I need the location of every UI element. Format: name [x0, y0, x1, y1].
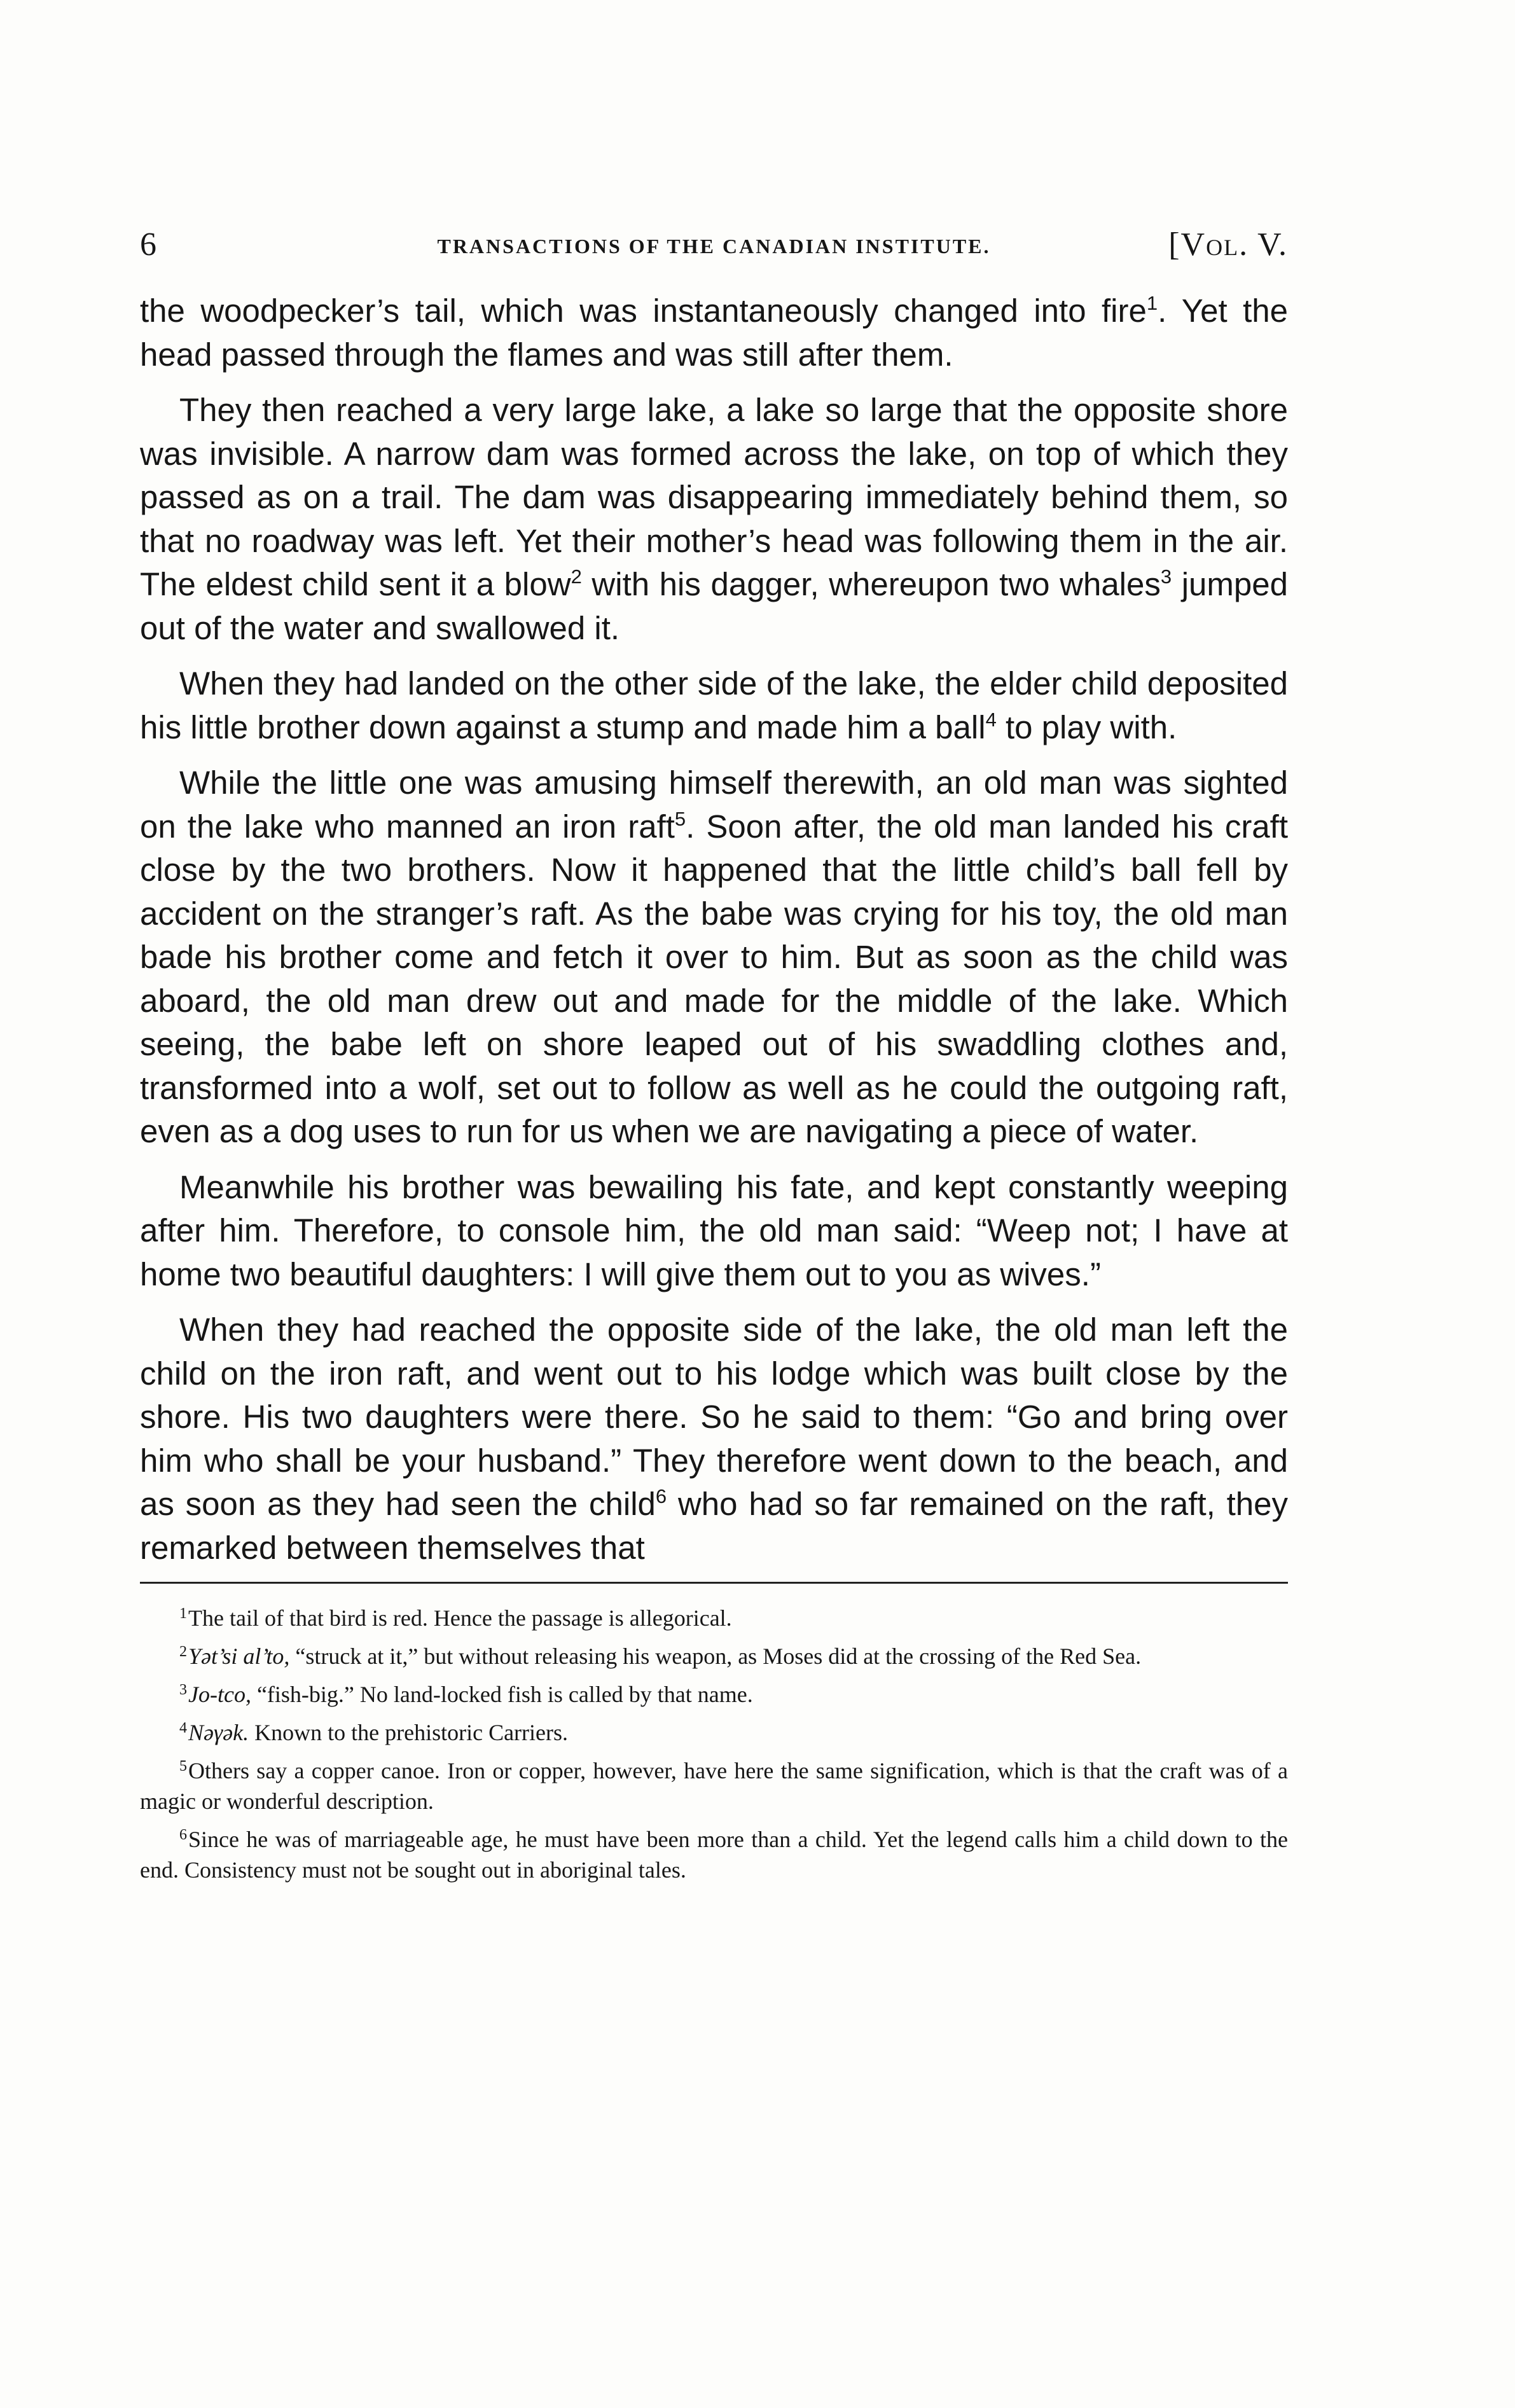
footnote-4 [140, 1717, 1288, 1748]
paragraph-text: the woodpecker’s tail, which was instantaneously changed into fire [140, 293, 1147, 329]
footnote-ref-6: 6 [655, 1485, 667, 1507]
paragraph-2 [140, 389, 1288, 650]
footnotes [140, 1603, 1288, 1885]
paragraph-text: . Soon after, the old man landed his craft close by the two brothers. Now it happened that the little child’s ball fell by accident on the stranger’s raft. As the babe was crying for his toy, the old man bade his brother come and fetch it over to him. But as soon as the child was aboard, the old man drew out and made for the middle of the lake. Which seeing, the babe left on shore leaped out of his swaddling clothes and, transformed into a wolf, set out to follow as well as he could the outgoing raft, even as a dog uses to run for us when we are navigating a piece of water. [140, 808, 1288, 1149]
footnote-rule [140, 1582, 1288, 1584]
footnote-ref-3: 3 [1160, 565, 1172, 588]
paragraph-text: who had so far remained on the raft, they remarked between themselves that [140, 1486, 1288, 1566]
footnote-mark: 4 [179, 1720, 187, 1736]
footnote-mark: 6 [179, 1827, 187, 1843]
footnote-text: Others say a copper canoe. Iron or copper, however, have here the same signification, which is that the craft was of a magic or wonderful description. [140, 1758, 1288, 1814]
footnote-5 [140, 1755, 1288, 1816]
volume-label: [Vol. V. [1168, 226, 1288, 263]
body-text [140, 289, 1288, 1570]
paragraph-text: jumped out of the water and swallowed it. [140, 566, 1288, 646]
footnote-term: Nəγək. [188, 1720, 249, 1745]
footnote-mark: 2 [179, 1643, 187, 1660]
footnote-1 [140, 1603, 1288, 1633]
page-header [140, 226, 1288, 268]
footnote-mark: 3 [179, 1682, 187, 1698]
page-number: 6 [140, 226, 156, 263]
paragraph-1 [140, 289, 1288, 377]
footnote-text: The tail of that bird is red. Hence the passage is allegorical. [188, 1605, 732, 1631]
footnote-ref-4: 4 [985, 708, 997, 731]
footnote-6 [140, 1824, 1288, 1885]
footnote-text: Since he was of marriageable age, he must have been more than a child. Yet the legend calls him a child down to the end. Consistency must not be sought out in aboriginal tales. [140, 1827, 1288, 1883]
footnote-mark: 1 [179, 1605, 187, 1622]
footnote-2 [140, 1641, 1288, 1671]
paragraph-5 [140, 1166, 1288, 1297]
footnote-3 [140, 1679, 1288, 1710]
footnote-text: “fish-big.” No land-locked fish is called by that name. [251, 1682, 753, 1707]
paragraph-text: Meanwhile his brother was bewailing his fate, and kept constantly weeping after him. Therefore, to console him, the old man said: “Weep not; I have at home two beautiful daughters: I will give them out to you as wives.” [140, 1168, 1288, 1292]
footnote-term: Jo-tco, [188, 1682, 251, 1707]
footnote-ref-1: 1 [1146, 292, 1158, 314]
running-title: TRANSACTIONS OF THE CANADIAN INSTITUTE. [437, 235, 991, 258]
footnote-text: Known to the prehistoric Carriers. [249, 1720, 569, 1745]
paragraph-text: to play with. [996, 709, 1177, 745]
paragraph-text: . Yet the head passed through the flames and was still after them. [140, 293, 1288, 373]
paragraph-text: They then reached a very large lake, a lake so large that the opposite shore was invisible. A narrow dam was formed across the lake, on top of which they passed as on a trail. The dam was disappearing immediately behind them, so that no roadway was left. Yet their mother’s head was following them in the air. The eldest child sent it a blow [140, 392, 1288, 602]
footnote-text: “struck at it,” but without releasing his weapon, as Moses did at the crossing of the Red Sea. [289, 1643, 1142, 1669]
paragraph-text: with his dagger, whereupon two whales [581, 566, 1161, 602]
footnote-ref-2: 2 [571, 565, 582, 588]
paragraph-text: While the little one was amusing himself therewith, an old man was sighted on the lake who manned an iron raft [140, 765, 1288, 845]
paragraph-3 [140, 662, 1288, 749]
paragraph-4 [140, 761, 1288, 1154]
footnote-ref-5: 5 [674, 807, 686, 830]
footnote-term: Yət’si al’to, [188, 1643, 290, 1669]
paragraph-text: When they had reached the opposite side of the lake, the old man left the child on the iron raft, and went out to his lodge which was built close by the shore. His two daughters were there. So he said to them: “Go and bring over him who shall be your husband.” They therefore went down to the beach, and as soon as they had seen the child [140, 1311, 1288, 1522]
paragraph-6 [140, 1308, 1288, 1570]
paragraph-text: When they had landed on the other side of the lake, the elder child deposited his little brother down against a stump and made him a ball [140, 665, 1288, 745]
footnote-mark: 5 [179, 1758, 187, 1775]
page [140, 226, 1288, 1893]
